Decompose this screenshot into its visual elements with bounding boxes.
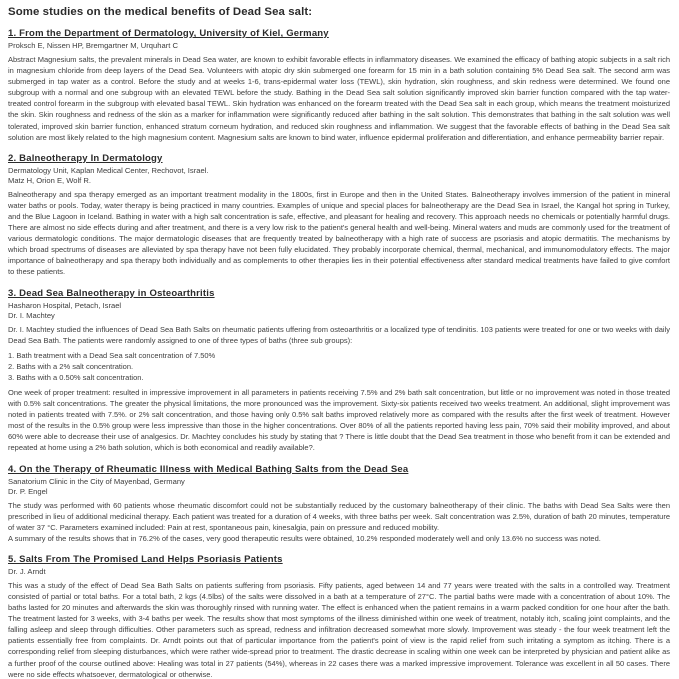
bath-group-item: 2. Baths with a 2% salt concentration. <box>8 361 134 371</box>
institution-line: Sanatorium Clinic in the City of Mayenbad, Germany <box>8 476 185 486</box>
study-section-3 <box>8 288 670 454</box>
authors-line: Matz H, Orion E, Wolf R. <box>8 175 91 185</box>
bath-group-item: 3. Baths with a 0.50% salt concentration. <box>8 372 144 382</box>
study-section-4 <box>8 464 670 544</box>
authors-line: Dr. J. Arndt <box>8 566 46 576</box>
body-paragraph: Dr. I. Machtey studied the influences of Dead Sea Bath Salts on rheumatic patients uffering from osteoarthritis or a localized type of tendinitis. 103 patients were treated for one or two weeks with daily Dead Sea Bath. The patients were randomly assigned to one of three types of baths (three sub groups): <box>8 324 670 345</box>
section-heading: 1. From the Department of Dermatology, University of Kiel, Germany <box>8 28 329 39</box>
study-section-1 <box>8 28 670 143</box>
body-paragraph: Balneotherapy and spa therapy emerged as an important treatment modality in the 1800s, first in Europe and then in the United States. Balneotherapy involves immersion of the patient in mineral water baths or pools. Today, water therapy is being practiced in many countries. Examples of unique and special places for balneotherapy are the Dead Sea in Israel, the Kangal hot spring in Turkey, and the Blue Lagoon in Iceland. Bathing in water with a high salt concentration is safe, effective, and pleasant for healing and recovery. This approach needs no chemicals or potentially harmful drugs. There are almost no side effects during and after treatment, and there is a very low risk to the patient's general health and well-being. Mineral waters and muds are commonly used for the treatment of various dermatologic conditions. The major dermatologic diseases that are frequently treated by balneotherapy with a high rate of success are psoriasis and atopic dermatitis. The mechanisms by which broad spectrums of diseases are alleviated by spa therapy have not been fully elucidated. They probably incorporate chemical, thermal, mechanical, and immunomodulatory effects. The major importance of balneotherapy and spa therapy both individually and as complements to other therapies lies in their potential effectiveness after standard medical treatments have failed to give comfort to these patients. <box>8 189 670 277</box>
section-heading: 3. Dead Sea Balneotherapy in Osteoarthritis <box>8 287 215 299</box>
institution-line: Hasharon Hospital, Petach, Israel <box>8 300 122 310</box>
body-paragraph: The study was performed with 60 patients whose rheumatic discomfort could not be substantially reduced by the customary balneotherapy of their clinic. The baths with Dead Sea Salts were then prescribed in lieu of additional medicinal therapy. Each patient was treated for a duration of 4 weeks, with three baths per week. Salt concentration was 2.5%, duration of bath 20 minutes, temperature of water 37 °C. Parameters examined included: Pain at rest, spontaneous pain, kinesalgia, pain on pressure and reduced mobility. <box>8 500 670 532</box>
study-section-5 <box>8 554 670 679</box>
summary-paragraph: A summary of the results shows that in 76.2% of the cases, very good therapeutic results were obtained, 10.2% responded moderately well and only 13.6% no success was noted. <box>8 533 601 543</box>
authors-line: Dr. I. Machtey <box>8 310 55 320</box>
section-heading: 5. Salts From The Promised Land Helps Psoriasis Patients <box>8 553 283 565</box>
abstract-paragraph: Abstract Magnesium salts, the prevalent minerals in Dead Sea water, are known to exhibit favorable effects in inflammatory diseases. We examined the efficacy of bathing atopic subjects in a salt rich in magnesium chloride from deep layers of the Dead Sea. Volunteers with atopic dry skin submerged one forearm for 15 min in a bath solution containing 5% Dead Sea salt. The second arm was submerged in tap water as a control. Before the study and at weeks 1-6, trans-epidermal water loss (TEWL), skin hydration, skin roughness, and skin redness were determined. We found one subgroup with a normal and one subgroup with an elevated TEWL before the study. Bathing in the Dead Sea salt solution significantly improved skin barrier function compared with the tap water-treated control forearm in the subgroup with elevated basal TEWL. Skin hydration was enhanced on the forearm treated with the Dead Sea salt in each group, which means the treatment moisturized the skin. Skin roughness and redness of the skin as a marker for inflammation were significantly reduced after bathing in the salt solution. This demonstrates that bathing in the salt solution was well tolerated, improved skin barrier function, enhanced stratum corneum hydration, and reduced skin roughness and inflammation. We suggest that the favorable effects of bathing in the Dead Sea salt solution are most likely related to the high magnesium content. Magnesium salts are known to bind water, influence epidermal proliferation and differentiation, and enhance permeability barrier repair. <box>8 55 670 142</box>
body-paragraph: One week of proper treatment: resulted in impressive improvement in all parameters in patients receiving 7.5% and 2% bath salt concentration, but little or no improvement was noted in those treated with 0.5% salt concentrations. The greater the physical limitations, the more pronounced was the improvement. Sixty-six patients received two weeks treatment. An additional, slight improvement was noted in patients treated with 7.5%. or 2% salt concentration, and those having only 0.5% salt baths improved relatively more as compared with the results after the first week of treatment. However most of the results in the 0.5% group were less impressive than those in the higher concentrations. Over 80% of all the patients reported having less pain, 70% said their mobility improved, and about 60% were able to decrease their use of analgesics. Dr. Machtey concludes his study by stating that ? There is little doubt that the Dead Sea treatment in those who benefit from it can be extended and repeated at home using a 2% bath solution, which is both economical and readily available?. <box>8 387 670 453</box>
bath-group-item: 1. Bath treatment with a Dead Sea salt concentration of 7.50% <box>8 350 216 360</box>
document-title: Some studies on the medical benefits of Dead Sea salt: <box>8 6 313 18</box>
authors-line: Dr. P. Engel <box>8 486 48 496</box>
body-paragraph: This was a study of the effect of Dead Sea Bath Salts on patients suffering from psoriasis. Fifty patients, aged between 14 and 77 years were treated with the salts in a controlled way. Treatment consisted of partial or total baths. For a total bath, 2 kgs (4.5lbs) of the salts were dissolved in a bath at a temperature of 27°C. The partial baths were made with a concentration of about 10%. The baths lasted for 20 minutes and afterwards the skin was thoroughly rinsed with running water. The effect is enhanced when the patient remains in a warm packed condition for one hour after the bath. The treatment lasted for 3 weeks, with 3-4 baths per week. The results show that most symptoms of the illness diminished within one week of treatment, notably itch, scaling joint complaints, and the falling asleep and sleep through difficulties. Other parameters such as spread, redness and infiltration decreased somewhat more slowly. Improvement was steady - the four week treatment left the patients essentially free from complaints. Dr. Arndt points out that of particular importance from the patient's point of view is the rapid relief from such irritating a symptom as itching. There is a corresponding relief from sleeping disturbances, which were rather wide-spread prior to treatment. The drastic decrease in scaling within one week can be interpreted by physician and patient alike as a further proof of the course outlined above: Healing was total in 27 patients (54%), whereas in 22 cases there was a marked impressive improvement. Tolerance was excellent in all 50 cases. There were no side effects whatsoever, dermatological or otherwise. <box>8 580 670 679</box>
study-section-2 <box>8 153 670 278</box>
institution-line: Dermatology Unit, Kaplan Medical Center, Rechovot, Israel. <box>8 165 209 175</box>
section-heading: 4. On the Therapy of Rheumatic Illness with Medical Bathing Salts from the Dead Sea <box>8 463 409 475</box>
bath-groups-list <box>8 350 670 383</box>
section-heading: 2. Balneotherapy In Dermatology <box>8 152 163 164</box>
authors-line: Proksch E, Nissen HP, Bremgartner M, Urquhart C <box>8 41 178 50</box>
